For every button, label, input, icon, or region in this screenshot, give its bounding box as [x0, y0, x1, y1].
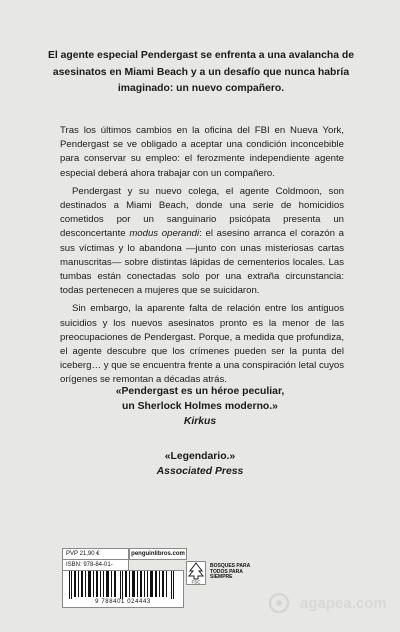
bosques-label: BOSQUES PARA TODOS PARA SIEMPRE [210, 563, 251, 581]
isbn-label: ISBN: 978-84-01- [62, 559, 129, 571]
synopsis-paragraph-1: Tras los últimos cambios en la oficina del FBI en Nueva York, Pendergast se ve obligado a aceptar una condición inconcebible para conservar su empleo: el ferozmente independiente agente especial deberá ahora trabajar con un compañero. [60, 125, 344, 179]
price-label: PVP 21,90 € [62, 548, 129, 560]
barcode-number: 9 788401 024443 [95, 599, 151, 605]
website-label: penguinlibros.com [129, 548, 187, 560]
fsc-tree-icon [187, 562, 205, 584]
fsc-logo [186, 561, 206, 585]
barcode [62, 570, 184, 608]
review-quote-ap [0, 449, 400, 479]
quote-source: Associated Press [156, 466, 244, 477]
quote-line-1: «Legendario.» [164, 451, 236, 462]
p2-text-end: : el asesino arranca el corazón a sus víctimas y lo abandona —junto con unas misteriosas cartas manuscritas— sobre distintas lápidas de cementerios locales. Las tumbas están conectadas solo por una extraña circunstancia: todas pertenecen a mujeres que se suicidaron. [60, 228, 344, 297]
svg-text:FSC: FSC [191, 579, 201, 584]
quote-line-2: un Sherlock Holmes moderno.» [122, 401, 278, 412]
lede-paragraph: El agente especial Pendergast se enfrenta a una avalancha de asesinatos en Miami Beach y a un desafío que nunca habría imaginado: un nuevo compañero. [47, 50, 355, 94]
p2-text-start: Pendergast y su nuevo colega, el agente Coldmoon, son destinados a Miami Beach, donde una serie de homicidios cometidos por un sanguinario psicópata presenta un desconcertante [60, 185, 344, 240]
synopsis-paragraph-2 [60, 185, 344, 299]
modus-operandi-italic: modus operandi [129, 228, 200, 240]
synopsis [60, 124, 344, 392]
synopsis-paragraph-3: Sin embargo, la aparente falta de relación entre los antiguos suicidios y los nuevos asesinatos pronto es la menor de las preocupaciones de Pendergast. Porque, a medida que profundiza, el agente descubre que los crímenes pueden ser la punta del iceberg… y que se encuentra frente a una conspiración letal cuyos orígenes se remontan a décadas atrás. [60, 303, 344, 386]
barcode-bars-icon [63, 571, 183, 599]
quote-line-1: «Pendergast es un héroe peculiar, [115, 386, 285, 397]
quote-source: Kirkus [183, 416, 217, 427]
bottom-info-block [62, 548, 332, 608]
agapea-logo-icon [268, 592, 290, 614]
review-quote-kirkus [0, 384, 400, 429]
watermark: agapea.com [300, 595, 387, 612]
